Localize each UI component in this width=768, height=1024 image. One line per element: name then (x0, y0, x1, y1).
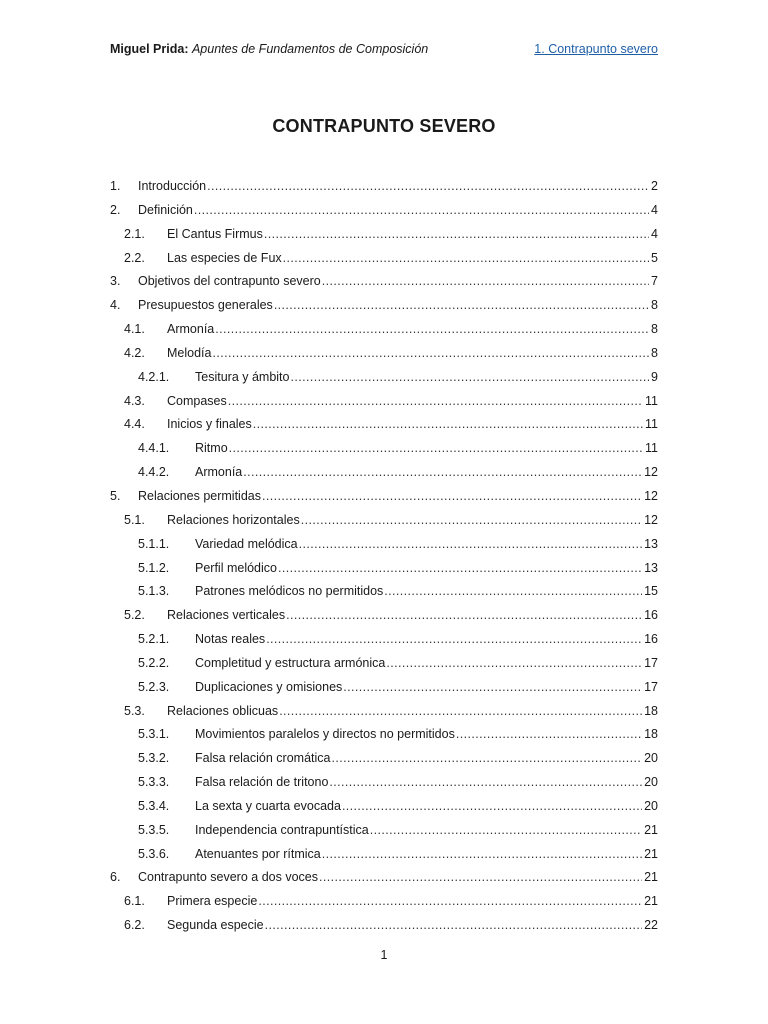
toc-entry-line (167, 390, 658, 414)
toc-entry-line (195, 628, 658, 652)
toc-entry-page: 12 (644, 488, 658, 503)
toc-entry-page: 8 (651, 322, 658, 337)
toc-dot-leader (290, 366, 649, 390)
toc-dot-leader (212, 342, 649, 366)
toc-entry[interactable] (110, 366, 658, 390)
header-work-title: Apuntes de Fundamentos de Composición (191, 42, 429, 56)
toc-entry-page: 17 (644, 679, 658, 694)
toc-entry-line (195, 437, 658, 461)
toc-entry-label: Notas reales (195, 632, 266, 647)
toc-entry-label: Relaciones horizontales (167, 512, 300, 527)
toc-entry-page: 13 (644, 536, 658, 551)
toc-entry-number: 5.1.1. (138, 536, 170, 551)
toc-entry[interactable] (110, 795, 658, 819)
toc-entry-line (138, 866, 658, 890)
toc-entry-label: Falsa relación de tritono (195, 775, 329, 790)
toc-entry-label: Movimientos paralelos y directos no permitidos (195, 727, 455, 742)
toc-entry-label: Variedad melódica (195, 536, 298, 551)
toc-entry-line (195, 819, 658, 843)
toc-entry-number: 5.1.2. (138, 560, 170, 575)
toc-entry[interactable] (110, 437, 658, 461)
toc-entry-page: 15 (644, 584, 658, 599)
toc-entry-number: 5.2. (124, 608, 145, 623)
page-number: 1 (380, 948, 388, 962)
toc-entry-number: 5.2.1. (138, 632, 170, 647)
toc-entry[interactable] (110, 723, 658, 747)
toc-entry[interactable] (110, 652, 658, 676)
toc-dot-leader (370, 819, 642, 843)
toc-entry[interactable] (110, 509, 658, 533)
toc-entry-number: 5.3.2. (138, 751, 170, 766)
toc-entry[interactable] (110, 843, 658, 867)
toc-entry[interactable] (110, 580, 658, 604)
toc-entry-line (138, 270, 658, 294)
toc-entry-line (167, 914, 658, 938)
toc-entry-number: 5. (110, 488, 121, 503)
toc-dot-leader (258, 890, 642, 914)
toc-entry[interactable] (110, 771, 658, 795)
toc-entry-label: Tesitura y ámbito (195, 369, 290, 384)
toc-entry-page: 18 (644, 727, 658, 742)
toc-entry-line (195, 533, 658, 557)
toc-entry-number: 4.1. (124, 322, 145, 337)
toc-entry[interactable] (110, 318, 658, 342)
toc-entry-page: 4 (651, 226, 658, 241)
toc-entry-label: Relaciones oblicuas (167, 703, 279, 718)
toc-entry-page: 4 (651, 202, 658, 217)
toc-dot-leader (253, 413, 643, 437)
toc-entry-line (167, 700, 658, 724)
toc-entry-page: 20 (644, 751, 658, 766)
toc-entry-page: 8 (651, 345, 658, 360)
toc-entry[interactable] (110, 700, 658, 724)
toc-entry-number: 5.2.3. (138, 679, 170, 694)
toc-entry-label: Falsa relación cromática (195, 751, 331, 766)
toc-entry-line (167, 509, 658, 533)
toc-entry-number: 4.3. (124, 393, 145, 408)
header-section-link[interactable]: 1. Contrapunto severo (534, 42, 658, 56)
toc-dot-leader (456, 723, 642, 747)
toc-entry[interactable] (110, 676, 658, 700)
toc-entry-page: 7 (651, 274, 658, 289)
toc-entry-label: Contrapunto severo a dos voces (138, 870, 318, 885)
toc-entry-page: 21 (644, 846, 658, 861)
toc-dot-leader (264, 223, 649, 247)
toc-entry-label: Melodía (167, 345, 212, 360)
toc-dot-leader (286, 604, 642, 628)
toc-dot-leader (331, 747, 642, 771)
toc-entry-number: 4.2. (124, 345, 145, 360)
toc-dot-leader (228, 390, 643, 414)
toc-entry-page: 18 (644, 703, 658, 718)
toc-entry-label: Introducción (138, 179, 207, 193)
toc-dot-leader (194, 199, 649, 223)
toc-entry[interactable] (110, 747, 658, 771)
toc-dot-leader (299, 533, 642, 557)
toc-entry-line (195, 723, 658, 747)
toc-entry-number: 2.1. (124, 226, 145, 241)
toc-entry-number: 4.4.1. (138, 441, 170, 456)
toc-entry-page: 16 (644, 632, 658, 647)
toc-dot-leader (278, 557, 642, 581)
toc-entry-line (195, 676, 658, 700)
toc-entry-number: 4.4.2. (138, 465, 170, 480)
toc-entry[interactable] (110, 223, 658, 247)
toc-entry-line (195, 795, 658, 819)
toc-entry[interactable] (110, 604, 658, 628)
toc-dot-leader (243, 461, 642, 485)
toc-entry-line (138, 485, 658, 509)
toc-dot-leader (343, 676, 642, 700)
toc-entry-number: 5.1.3. (138, 584, 170, 599)
toc-entry[interactable] (110, 866, 658, 890)
toc-dot-leader (322, 270, 649, 294)
toc-entry-number: 5.3. (124, 703, 145, 718)
toc-entry-number: 5.3.3. (138, 775, 170, 790)
toc-dot-leader (301, 509, 642, 533)
toc-dot-leader (207, 175, 649, 199)
toc-dot-leader (329, 771, 642, 795)
toc-entry-label: Primera especie (167, 894, 258, 909)
toc-entry[interactable] (110, 557, 658, 581)
toc-entry-number: 6. (110, 870, 121, 885)
toc-entry-page: 11 (645, 441, 658, 456)
page-header (110, 42, 658, 62)
toc-entry-page: 22 (644, 918, 658, 933)
toc-entry-label: Relaciones permitidas (138, 488, 261, 503)
toc-entry-line (167, 604, 658, 628)
toc-entry[interactable] (110, 914, 658, 938)
toc-entry-number: 5.3.6. (138, 846, 170, 861)
toc-entry-page: 21 (644, 870, 658, 885)
toc-entry-line (138, 199, 658, 223)
toc-dot-leader (266, 628, 642, 652)
toc-entry-page: 20 (644, 775, 658, 790)
toc-entry-label: La sexta y cuarta evocada (195, 798, 341, 813)
toc-entry-line (195, 747, 658, 771)
toc-entry-label: Segunda especie (167, 918, 264, 933)
toc-entry-page: 5 (651, 250, 658, 265)
toc-entry-label: Inicios y finales (167, 417, 252, 432)
toc-entry[interactable] (110, 270, 658, 294)
toc-entry-label: Objetivos del contrapunto severo (138, 274, 321, 289)
toc-dot-leader (342, 795, 642, 819)
toc-entry-number: 6.2. (124, 918, 145, 933)
toc-entry[interactable] (110, 461, 658, 485)
header-citation (110, 42, 428, 56)
toc-entry-page: 8 (651, 298, 658, 313)
table-of-contents (110, 175, 658, 938)
toc-dot-leader (322, 843, 642, 867)
toc-entry-page: 12 (644, 512, 658, 527)
toc-entry-number: 2.2. (124, 250, 145, 265)
toc-entry-number: 4.2.1. (138, 369, 170, 384)
toc-entry-line (195, 580, 658, 604)
toc-dot-leader (319, 866, 642, 890)
toc-entry[interactable] (110, 890, 658, 914)
toc-entry[interactable] (110, 247, 658, 271)
toc-entry-number: 1. (110, 179, 121, 193)
toc-dot-leader (262, 485, 642, 509)
toc-entry-number: 2. (110, 202, 121, 217)
toc-entry-number: 5.2.2. (138, 655, 170, 670)
toc-entry-page: 11 (645, 393, 658, 408)
toc-entry-label: Armonía (195, 465, 243, 480)
toc-entry-label: Duplicaciones y omisiones (195, 679, 343, 694)
toc-entry-line (195, 366, 658, 390)
toc-entry[interactable] (110, 294, 658, 318)
toc-entry-label: Armonía (167, 322, 215, 337)
toc-entry-page: 16 (644, 608, 658, 623)
toc-entry-line (195, 557, 658, 581)
toc-entry-line (167, 342, 658, 366)
toc-entry-label: Compases (167, 393, 227, 408)
toc-dot-leader (265, 914, 642, 938)
toc-entry-page: 20 (644, 798, 658, 813)
toc-entry-number: 4.4. (124, 417, 145, 432)
toc-entry-label: Perfil melódico (195, 560, 277, 575)
toc-entry-line (167, 247, 658, 271)
toc-entry-line (195, 652, 658, 676)
toc-entry-label: Independencia contrapuntística (195, 822, 369, 837)
toc-entry[interactable] (110, 628, 658, 652)
toc-entry-number: 4. (110, 298, 121, 313)
toc-entry-label: Atenuantes por rítmica (195, 846, 321, 861)
toc-entry[interactable] (110, 342, 658, 366)
toc-entry-number: 5.3.1. (138, 727, 170, 742)
toc-entry-page: 12 (644, 465, 658, 480)
toc-entry-page: 17 (644, 655, 658, 670)
document-title: CONTRAPUNTO SEVERO (272, 116, 496, 136)
toc-entry[interactable] (110, 413, 658, 437)
toc-dot-leader (215, 318, 649, 342)
toc-entry-label: Las especies de Fux (167, 250, 282, 265)
toc-entry-line (167, 413, 658, 437)
toc-entry-page: 13 (644, 560, 658, 575)
toc-entry[interactable] (110, 533, 658, 557)
toc-entry-label: Definición (138, 202, 193, 217)
toc-entry-number: 5.1. (124, 512, 145, 527)
toc-entry-label: Ritmo (195, 441, 228, 456)
header-author: Miguel Prida: (110, 42, 189, 56)
toc-entry-line (195, 843, 658, 867)
toc-entry-line (167, 890, 658, 914)
toc-entry[interactable] (110, 485, 658, 509)
toc-entry-label: Patrones melódicos no permitidos (195, 584, 384, 599)
toc-entry-label: Relaciones verticales (167, 608, 286, 623)
toc-entry-page: 11 (645, 417, 658, 432)
toc-entry-line (195, 771, 658, 795)
toc-entry-page: 21 (644, 822, 658, 837)
toc-entry-page: 21 (644, 894, 658, 909)
toc-entry[interactable] (110, 199, 658, 223)
toc-entry-label: Presupuestos generales (138, 298, 273, 313)
toc-entry[interactable] (110, 175, 658, 199)
toc-dot-leader (279, 700, 642, 724)
toc-entry-page: 2 (651, 179, 658, 193)
toc-entry-label: El Cantus Firmus (167, 226, 263, 241)
toc-entry[interactable] (110, 390, 658, 414)
toc-entry-label: Completitud y estructura armónica (195, 655, 386, 670)
toc-dot-leader (384, 580, 642, 604)
toc-entry-number: 5.3.4. (138, 798, 170, 813)
toc-entry-page: 9 (651, 369, 658, 384)
toc-entry-line (167, 223, 658, 247)
toc-entry-line (138, 294, 658, 318)
toc-entry-number: 6.1. (124, 894, 145, 909)
toc-entry-line (167, 318, 658, 342)
toc-entry[interactable] (110, 819, 658, 843)
toc-entry-line (138, 175, 658, 199)
toc-entry-number: 3. (110, 274, 121, 289)
toc-entry-number: 5.3.5. (138, 822, 170, 837)
toc-dot-leader (386, 652, 642, 676)
toc-dot-leader (229, 437, 643, 461)
toc-entry-line (195, 461, 658, 485)
toc-dot-leader (274, 294, 649, 318)
toc-dot-leader (283, 247, 649, 271)
